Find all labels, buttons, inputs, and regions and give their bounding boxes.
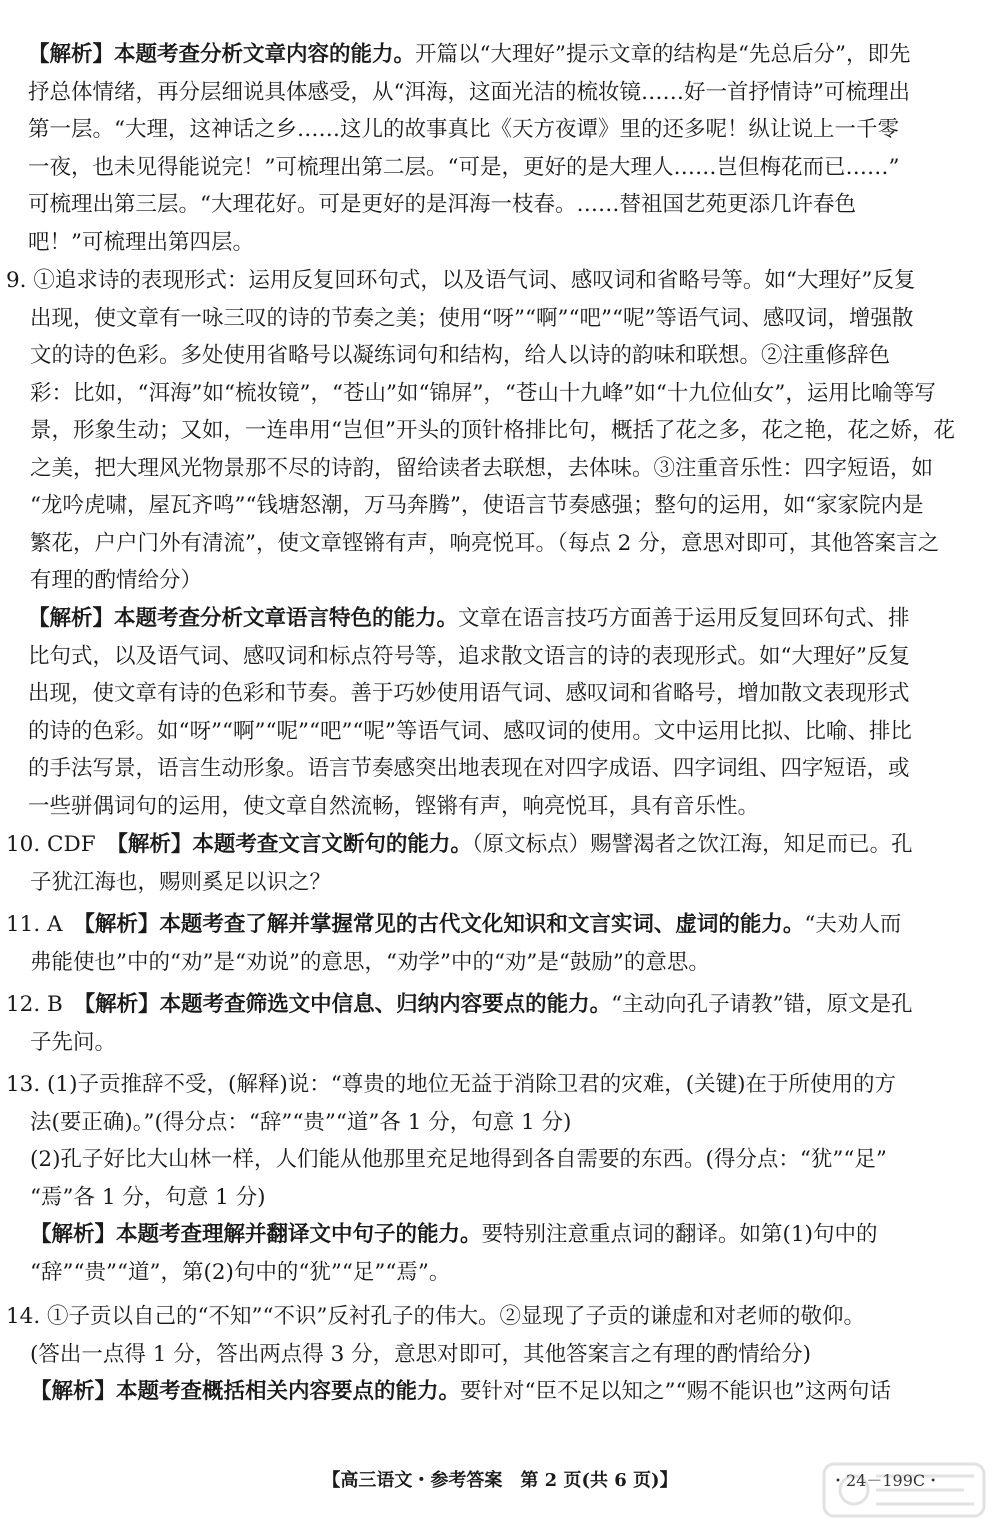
footer-code: ・24－199C・ bbox=[830, 1471, 942, 1490]
answer-line: (答出一点得 1 分，答出两点得 3 分，意思对即可，其他答案言之有理的酌情给分) bbox=[30, 1341, 811, 1367]
answer-line: 文的诗的色彩。多处使用省略号以凝练词句和结构，给人以诗的韵味和联想。②注重修辞色 bbox=[30, 343, 891, 368]
answer-line: 景，形象生动；又如，一连串用“岂但”开头的顶针格排比句，概括了花之多，花之艳，花之娇，花 bbox=[30, 418, 955, 443]
analysis-line: 比句式，以及语气词、感叹词和标点符号等，追求散文语言的诗的表现形式。如“大理好”反复 bbox=[28, 643, 910, 669]
answer-line: 出现，使文章有一咏三叹的诗的节奏之美；使用“呀”“啊”“吧”“呢”等语气词、感叹词，增强散 bbox=[30, 305, 914, 331]
analysis-line: 一些骈偶词句的运用，使文章自然流畅，铿锵有声，响亮悦耳，具有音乐性。 bbox=[28, 793, 760, 819]
analysis-q9 bbox=[28, 600, 976, 825]
analysis-line: 【解析】本题考查理解并翻译文中句子的能力。要特别注意重点词的翻译。如第(1)句中的 bbox=[30, 1222, 878, 1247]
analysis-q8: 【解析】本题考查分析文章内容的能力。开篇以“大理好”提示文章的结构是“先总后分”，即先 抒总体情绪，再分层细说具体感受，从“洱海，这面光洁的梳妆镜……好一首抒情诗”可梳理出 第一层。“大理，这神话之乡……这儿的故事真比《天方夜谭》里的还多呢！纵让说上一千零 一夜，也未见得能说完！”可梳理出第二层。“可是，更好的是大理人……岂但梅花而已……” 可梳理出第三层。“大理花好。可是更好的是洱海一枝春。……替祖国艺苑更添几许春色 吧！”可梳理出第四层。 bbox=[28, 36, 976, 261]
answer-line: 繁花，户户门外有清流”，使文章铿锵有声，响亮悦耳。（每点 2 分，意思对即可，其他答案言之 bbox=[30, 530, 940, 556]
answer-q12 bbox=[6, 986, 976, 1061]
answer-q13 bbox=[6, 1066, 976, 1291]
analysis-line: 出现，使文章有诗的色彩和节奏。善于巧妙使用语气词、感叹词和省略号，增加散文表现形式 bbox=[28, 681, 910, 706]
answer-line: 9. ①追求诗的表现形式：运用反复回环句式，以及语气词、感叹词和省略号等。如“大理好”反复 bbox=[6, 268, 916, 293]
analysis-line: 的诗的色彩。如“呀”“啊”“呢”“吧”“呢”等语气词、感叹词的使用。文中运用比拟、比喻、排比 bbox=[28, 718, 912, 744]
answer-line: 彩：比如，“洱海”如“梳妆镜”，“苍山”如“锦屏”，“苍山十九峰”如“十九位仙女”，运用比喻等写 bbox=[30, 380, 936, 406]
answer-q10 bbox=[6, 826, 976, 901]
analysis-line: 【解析】本题考查分析文章语言特色的能力。文章在语言技巧方面善于运用反复回环句式、排 bbox=[28, 606, 910, 631]
answer-line: “焉”各 1 分，句意 1 分) bbox=[30, 1184, 266, 1210]
analysis-line: 吧！”可梳理出第四层。 bbox=[28, 229, 254, 255]
answer-line: 子先问。 bbox=[30, 1029, 117, 1055]
analysis-line: 【解析】本题考查概括相关内容要点的能力。要针对“臣不足以知之”“赐不能识也”这两句话 bbox=[30, 1379, 891, 1404]
answer-line: 之美，把大理风光物景那不尽的诗韵，留给读者去联想，去体味。③注重音乐性：四字短语，如 bbox=[30, 455, 934, 481]
answer-q9 bbox=[6, 262, 976, 600]
answer-line: 子犹江海也，赐则奚足以识之？ bbox=[30, 869, 332, 895]
footer-page-info: 【高三语文・参考答案 第 2 页(共 6 页)】 bbox=[322, 1470, 678, 1491]
answer-line: 10. CDF 【解析】本题考查文言文断句的能力。（原文标点）赐譬渴者之饮江海，知足而已。孔 bbox=[6, 832, 913, 857]
answer-line: 法(要正确)。”(得分点：“辞”“贵”“道”各 1 分，句意 1 分) bbox=[30, 1109, 572, 1135]
analysis-line: “辞”“贵”“道”，第(2)句中的“犹”“足”“焉”。 bbox=[30, 1259, 451, 1285]
answer-line: 11. A 【解析】本题考查了解并掌握常见的古代文化知识和文言实词、虚词的能力。“夫劝人而 bbox=[6, 912, 902, 937]
analysis-line: 第一层。“大理，这神话之乡……这儿的故事真比《天方夜谭》里的还多呢！纵让说上一千零 bbox=[28, 117, 899, 142]
answer-q14 bbox=[6, 1298, 976, 1411]
answer-line: 有理的酌情给分） bbox=[30, 568, 203, 593]
analysis-line: 抒总体情绪，再分层细说具体感受，从“洱海，这面光洁的梳妆镜……好一首抒情诗”可梳理出 bbox=[28, 79, 910, 105]
answer-q11 bbox=[6, 906, 976, 981]
answer-line: “龙吟虎啸，屋瓦齐鸣”“钱塘怒潮，万马奔腾”，使语言节奏感强；整句的运用，如“家家院内是 bbox=[30, 493, 924, 518]
answer-line: (2)孔子好比大山林一样，人们能从他那里充足地得到各自需要的东西。(得分点：“犹”“足” bbox=[30, 1147, 887, 1172]
watermark-logo bbox=[814, 1450, 994, 1530]
answer-line: 弗能使也”中的“劝”是“劝说”的意思，“劝学”中的“劝”是“鼓励”的意思。 bbox=[30, 949, 710, 975]
analysis-line: 一夜，也未见得能说完！”可梳理出第二层。“可是，更好的是大理人……岂但梅花而已……” bbox=[28, 154, 900, 180]
answer-line: 12. B 【解析】本题考查筛选文中信息、归纳内容要点的能力。“主动向孔子请教”错，原文是孔 bbox=[6, 992, 913, 1017]
answer-line: 13. (1)子贡推辞不受，(解释)说：“尊贵的地位无益于消除卫君的灾难，(关键)在于所使用的方 bbox=[6, 1072, 897, 1097]
answer-line: 14. ①子贡以自己的“不知”“不识”反衬孔子的伟大。②显现了子贡的谦虚和对老师的敬仰。 bbox=[6, 1304, 865, 1329]
analysis-line: 的手法写景，语言生动形象。语言节奏感突出地表现在对四字成语、四字词组、四字短语，或 bbox=[28, 756, 910, 781]
analysis-line: 可梳理出第三层。“大理花好。可是更好的是洱海一枝春。……替祖国艺苑更添几许春色 bbox=[28, 192, 856, 217]
